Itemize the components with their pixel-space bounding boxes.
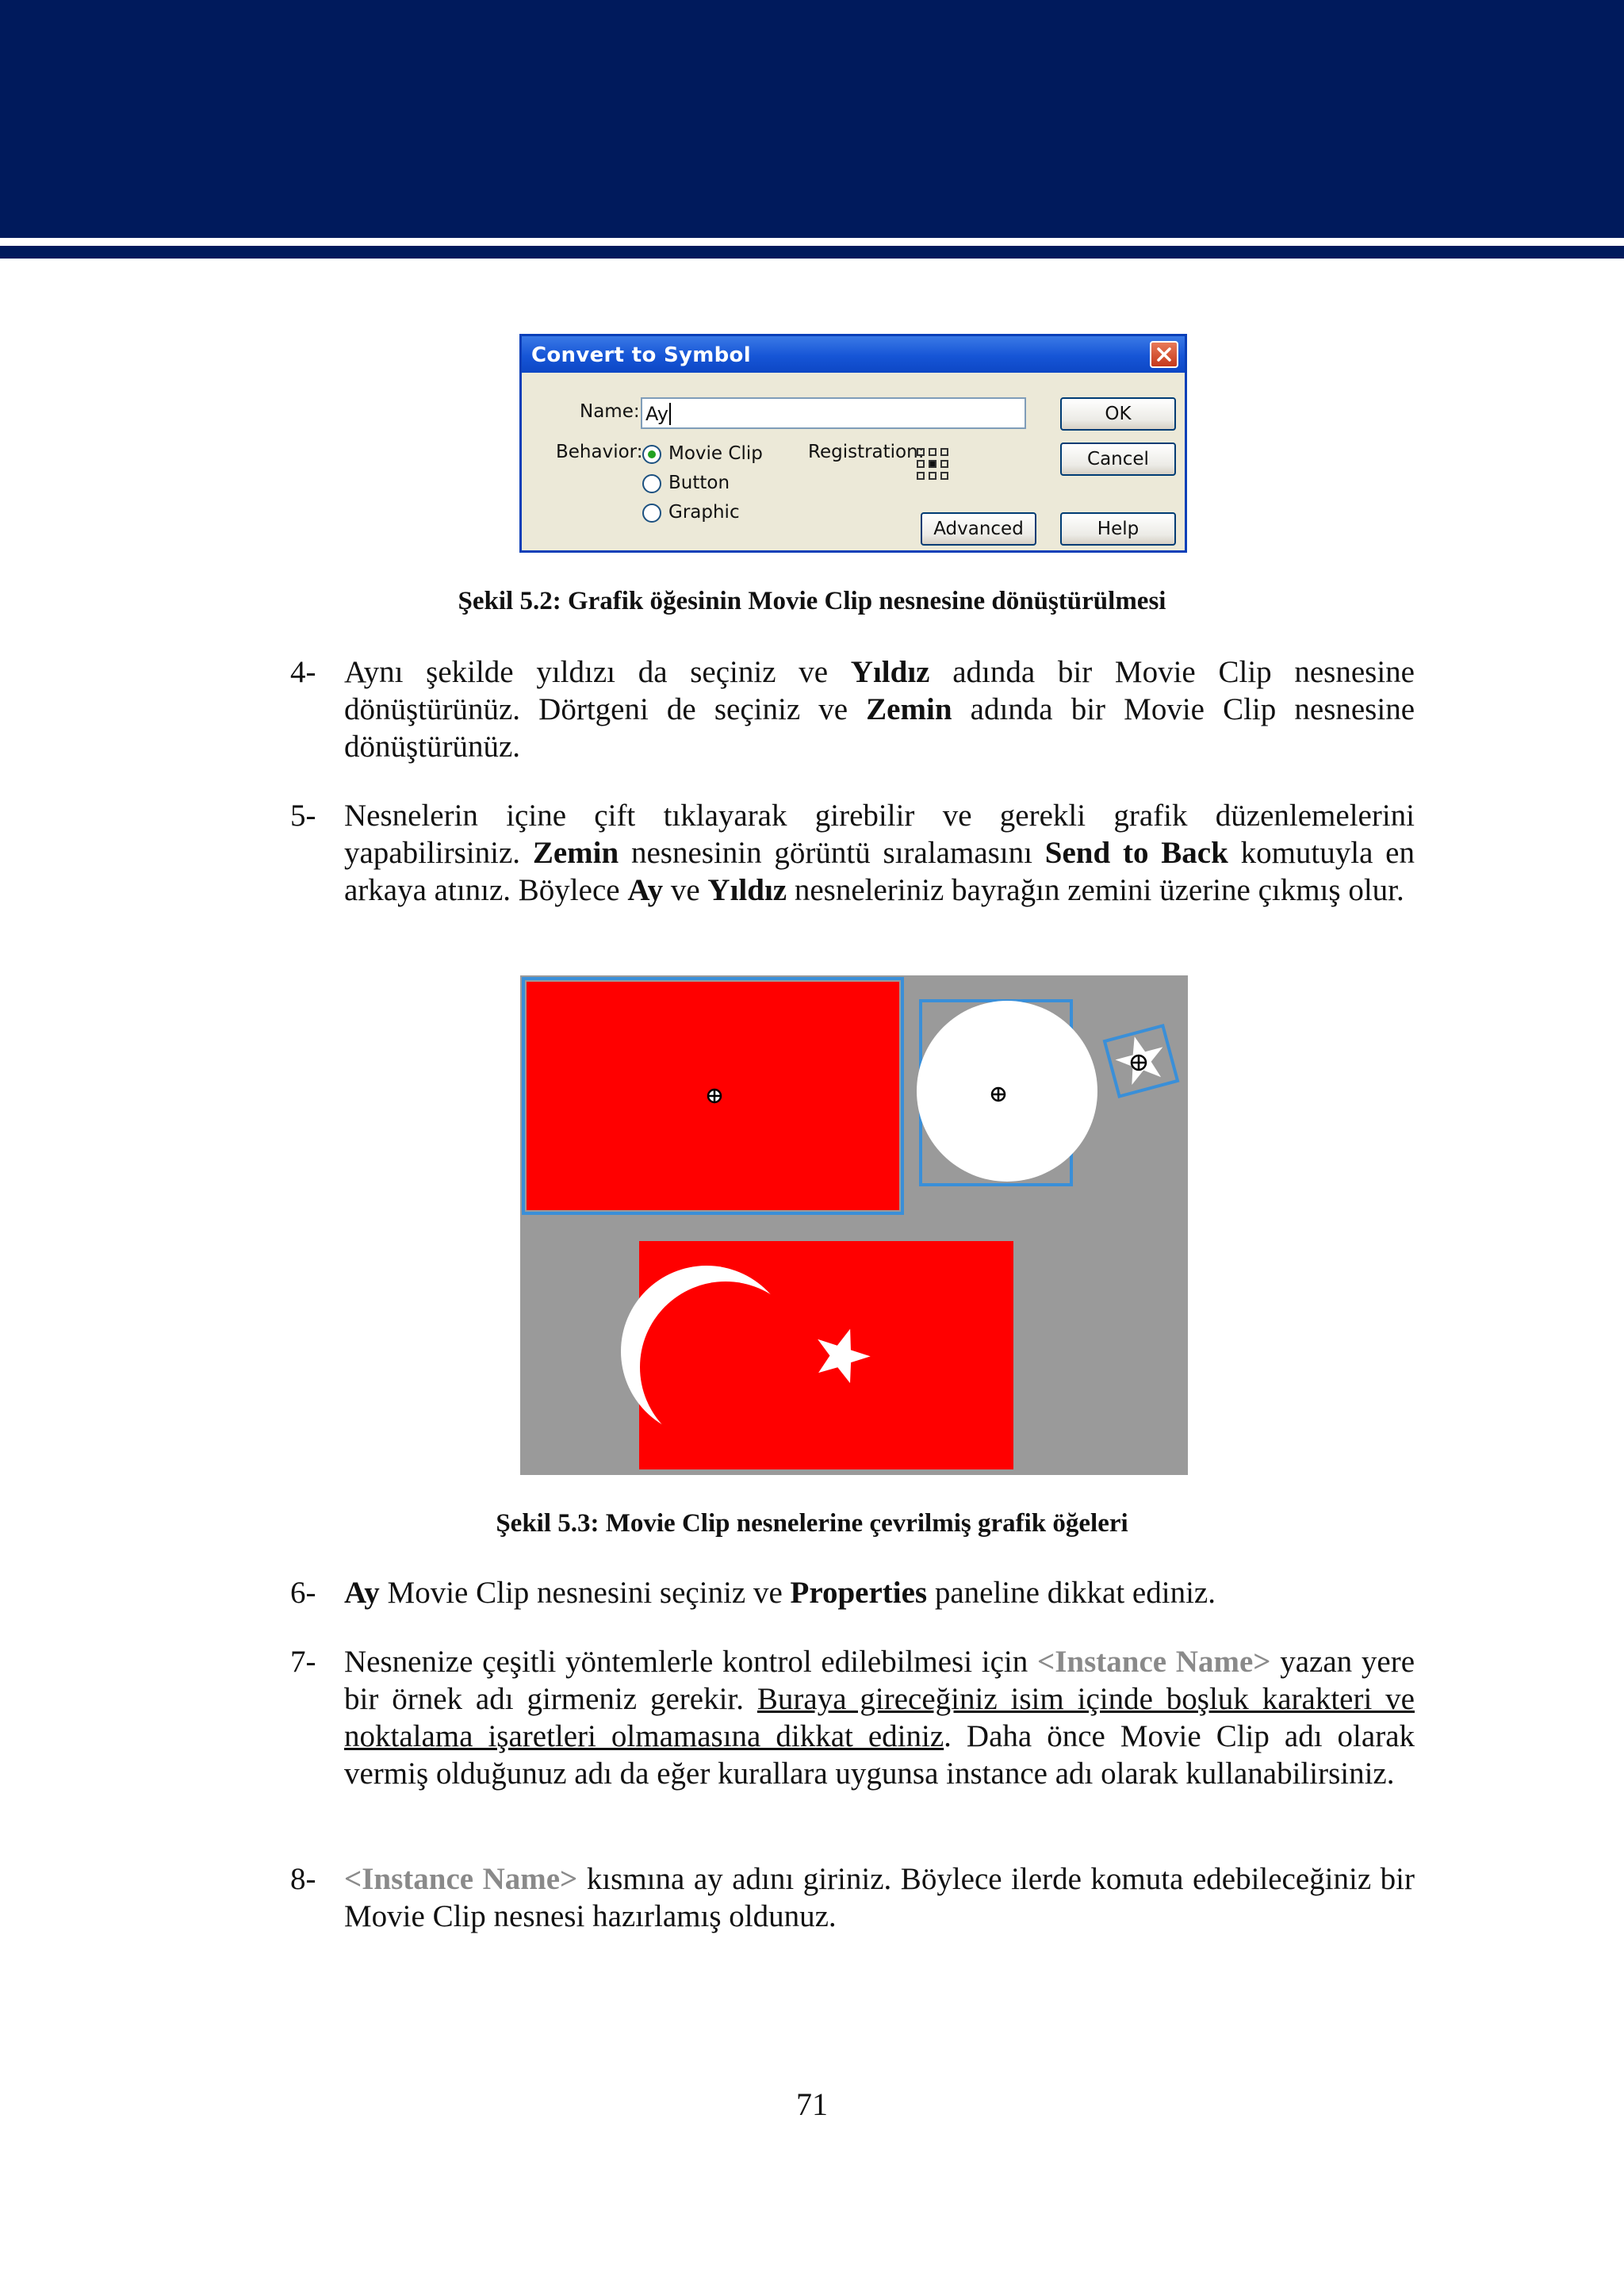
reg-point[interactable] — [940, 472, 948, 480]
step-number: 8- — [290, 1862, 316, 1896]
radio-empty-icon — [642, 474, 661, 493]
name-label: Name: — [580, 401, 640, 422]
registration-grid[interactable] — [917, 448, 950, 481]
name-input[interactable] — [641, 397, 1026, 429]
step-text: <Instance Name> kısmına ay adını giriniz. Böylece ilerde komuta edebileceğiniz bir Movie Clip nesnesi hazırlamış oldunuz. — [344, 1862, 1415, 1933]
reg-point[interactable] — [940, 460, 948, 468]
flag-movieclips-figure — [520, 975, 1188, 1475]
reg-point[interactable] — [917, 448, 925, 456]
step-text: Nesnenize çeşitli yöntemlerle kontrol edilebilmesi için <Instance Name> yazan yere bir örnek adı girmeniz gerekir. Buraya gireceğiniz isim içinde boşluk karakteri ve noktalama işaretleri olmamasına dikkat ediniz. Daha önce Movie Clip adı olarak vermiş olduğunuz adı da eğer kurallara uygunsa instance adı olarak kullanabilirsiniz. — [344, 1645, 1415, 1791]
moon-crescent[interactable] — [917, 1001, 1097, 1182]
name-value: Ay — [645, 403, 668, 425]
reg-point[interactable] — [929, 448, 936, 456]
step-text: Aynı şekilde yıldızı da seçiniz ve Yıldız adında bir Movie Clip nesnesine dönüştürünüz. Dörtgeni de seçiniz ve Zemin adında bir Movie Clip nesnesine dönüştürünüz. — [344, 655, 1415, 764]
step-number: 4- — [290, 655, 316, 689]
cancel-button[interactable]: Cancel — [1060, 442, 1176, 476]
page-number: 71 — [796, 2086, 828, 2122]
convert-to-symbol-dialog — [519, 334, 1187, 553]
radio-selected-icon — [642, 445, 661, 464]
behavior-label: Behavior: — [556, 442, 643, 462]
registration-crosshair-icon — [1132, 1055, 1146, 1070]
registration-label: Registration: — [808, 442, 925, 462]
close-icon — [1156, 347, 1172, 362]
reg-point-selected[interactable] — [929, 460, 936, 468]
reg-point[interactable] — [929, 472, 936, 480]
crescent-cutout — [656, 1297, 795, 1437]
dialog-titlebar[interactable] — [522, 336, 1185, 373]
reg-point[interactable] — [940, 448, 948, 456]
radio-label-graphic: Graphic — [668, 502, 740, 523]
header-band — [0, 0, 1624, 238]
text-cursor — [669, 403, 671, 425]
step-number: 6- — [290, 1576, 316, 1610]
dialog-title: Convert to Symbol — [531, 343, 751, 367]
ok-button[interactable]: OK — [1060, 397, 1176, 431]
step-text: Ay Movie Clip nesnesini seçiniz ve Properties paneline dikkat ediniz. — [344, 1576, 1216, 1610]
registration-crosshair-icon — [992, 1088, 1005, 1101]
step-number: 5- — [290, 799, 316, 833]
step-number: 7- — [290, 1645, 316, 1679]
close-button[interactable] — [1150, 341, 1178, 368]
header-rule — [0, 246, 1624, 259]
reg-point[interactable] — [917, 460, 925, 468]
advanced-button[interactable]: Advanced — [921, 512, 1036, 546]
reg-point[interactable] — [917, 472, 925, 480]
radio-label-button: Button — [668, 473, 730, 493]
radio-empty-icon — [642, 504, 661, 523]
registration-crosshair-icon — [708, 1090, 721, 1102]
radio-label-movie-clip: Movie Clip — [668, 443, 763, 464]
figure-caption: Şekil 5.3: Movie Clip nesnelerine çevrilmiş grafik öğeleri — [496, 1509, 1128, 1538]
figure-caption: Şekil 5.2: Grafik öğesinin Movie Clip nesnesine dönüştürülmesi — [458, 587, 1166, 615]
help-button[interactable]: Help — [1060, 512, 1176, 546]
step-text: Nesnelerin içine çift tıklayarak girebilir ve gerekli grafik düzenlemelerini yapabilirsiniz. Zemin nesnesinin görüntü sıralamasını Send to Back komutuyla en arkaya atınız. Böylece Ay ve Yıldız nesneleriniz bayrağın zemini üzerine çıkmış olur. — [344, 799, 1415, 907]
